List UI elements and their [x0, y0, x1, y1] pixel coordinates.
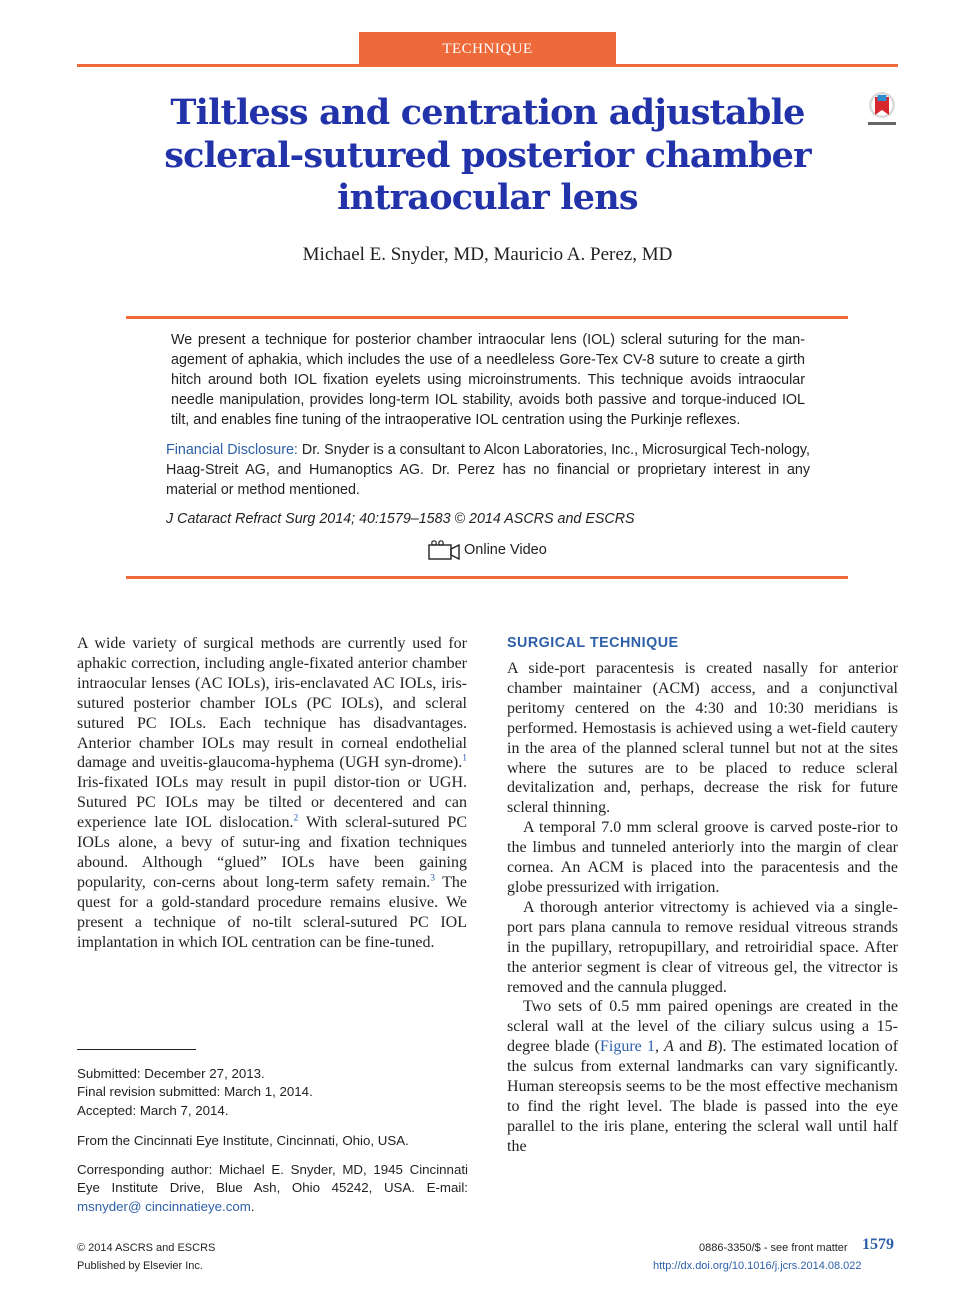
intro-text-3: With scleral-sutured PC IOLs alone, a bevy of sutur-ing and fixation techniques abound. Although “glued” IOLs have been gaining popularity, con-cerns about long-term safety remain. — [77, 814, 468, 891]
surgical-technique — [507, 659, 898, 1157]
citation: J Cataract Refract Surg 2014; 40:1579–1583 © 2014 ASCRS and ESCRS — [166, 511, 635, 527]
p4-and: and — [673, 1038, 708, 1056]
page-number: 1579 — [862, 1236, 894, 1253]
header-rule — [77, 64, 898, 67]
ref-2[interactable]: 2 — [293, 813, 299, 824]
corresponding-text: Corresponding author: Michael E. Snyder, MD, 1945 Cincinnati Eye Institute Drive, Blue Ash, Ohio 45242, USA. E-mail: — [77, 1162, 468, 1196]
intro-text-1: A wide variety of surgical methods are currently used for aphakic correction, including angle-fixated anterior chamber intraocular lenses (AC IOLs), iris-enclavated AC IOLs, iris-sutured posterior chamber IOLs (PC IOLs), and scleral sutured PC IOLs. Each technique has disadvantages. Anterior chamber IOLs may result in corneal endothelial damage and uveitis-glaucoma-hyphema (UGH syn-drome). — [77, 635, 467, 772]
financial-disclosure — [166, 440, 810, 500]
technique-paragraph-1: A side-port paracentesis is created nasally for anterior chamber maintainer (ACM) access, and a conjunctival peritomy centered on the 4:30 and 10:30 meridians is performed. Hemostasis is achieved using a wet-field cautery in the area of the planned scleral tunnel but not at the sites where the sutures are to be placed to reduce scleral devitalization and, perhaps, decrease the risk for future scleral thinning. — [507, 660, 898, 817]
issn: 0886-3350/$ - see front matter — [699, 1242, 848, 1254]
video-camera-icon — [428, 540, 460, 560]
technique-paragraph-3: A thorough anterior vitrectomy is achieved via a single-port pars plana cannula to remove residual vitreous strands in the pupillary, retropupillary, and retroiridial space. After the anterior segment is clear of vitreous gel, the vitrector is removed and the cannula plugged. — [507, 898, 898, 996]
copyright: © 2014 ASCRS and ESCRS — [77, 1242, 216, 1254]
authors: Michael E. Snyder, MD, Mauricio A. Perez, MD — [302, 244, 673, 265]
online-video-link[interactable] — [428, 538, 547, 562]
doi-link[interactable]: http://dx.doi.org/10.1016/j.jcrs.2014.08.022 — [653, 1260, 862, 1272]
figure-1-link[interactable]: Figure 1 — [599, 1038, 655, 1056]
abstract-text: We present a technique for posterior chamber intraocular lens (IOL) scleral suturing for the man-agement of aphakia, which includes the use of a needleless Gore-Tex CV-8 suture to create a girth hitch around both IOL fixation eyelets using microinstruments. This technique avoids intraocular needle manipulation, provides long-term IOL stability, avoids both passive and torque-induced IOL tilt, and enables fine tuning of the intraoperative IOL centration using the Purkinje reflexes. — [171, 332, 805, 428]
section-tag: TECHNIQUE — [359, 32, 616, 65]
p4-sep: , — [654, 1038, 665, 1056]
intro-paragraph — [77, 634, 467, 953]
accepted-date: Accepted: March 7, 2014. — [77, 1102, 229, 1118]
abstract-bottom-rule — [126, 576, 848, 579]
intro-text-2: Iris-fixated IOLs may result in pupil distor-tion or UGH. Sutured PC IOLs may be tilted or decentered and can experience late IOL dislocation. — [77, 774, 467, 832]
abstract-top-rule — [126, 316, 848, 319]
revision-date: Final revision submitted: March 1, 2014. — [77, 1084, 313, 1100]
intro-text-4: The quest for a gold-standard procedure remains elusive. We present a technique of no-tilt scleral-sutured PC IOL implantation in which IOL centration can be fine-tuned. — [77, 873, 467, 951]
introduction — [77, 634, 467, 953]
article-title: Tiltless and centration adjustable scleral-sutured posterior chamber intraocular lens — [164, 92, 811, 218]
ref-3[interactable]: 3 — [430, 873, 435, 884]
corresponding-end: . — [250, 1198, 255, 1214]
technique-paragraph-2: A temporal 7.0 mm scleral groove is carved poste-rior to the limbus and tunneled anteriorly into the margin of clear cornea. An ACM is placed into the paracentesis and the globe pressurized with irrigation. — [507, 819, 898, 896]
p4-text-b: ). The estimated location of the sulcus from external landmarks can vary significantly. Human stereopsis seems to be the most effective mechanism to find the right level. The blade is passed into the eye parallel to the iris plane, entering the scleral wall until half the — [507, 1038, 899, 1155]
crossmark-icon[interactable] — [862, 90, 902, 130]
disclosure-label: Financial Disclosure: — [166, 442, 298, 458]
disclosure-text: Dr. Snyder is a consultant to Alcon Laboratories, Inc., Microsurgical Tech-nology, Haag-Streit AG, and Humanoptics AG. Dr. Perez has no financial or proprietary interest in any material or method mentioned. — [166, 442, 810, 498]
online-video-label: Online Video — [464, 542, 547, 558]
article-dates — [77, 1065, 468, 1120]
p4-text-a: Two sets of 0.5 mm paired openings are created in the scleral wall at the level of the ciliary sulcus using a 15-degree blade ( — [507, 998, 898, 1056]
publisher: Published by Elsevier Inc. — [77, 1260, 203, 1272]
ref-1[interactable]: 1 — [462, 754, 467, 765]
email-link[interactable]: msnyder@ cincinnatieye.com — [77, 1198, 251, 1214]
submitted-date: Submitted: December 27, 2013. — [77, 1066, 265, 1081]
panel-b-label: B — [707, 1038, 718, 1056]
footnote-rule — [77, 1049, 196, 1050]
panel-a-label: A — [664, 1038, 674, 1056]
technique-paragraph-4 — [507, 997, 898, 1156]
corresponding-author — [77, 1161, 468, 1216]
affiliation: From the Cincinnati Eye Institute, Cincinnati, Ohio, USA. — [77, 1133, 409, 1148]
section-heading: SURGICAL TECHNIQUE — [507, 635, 679, 651]
